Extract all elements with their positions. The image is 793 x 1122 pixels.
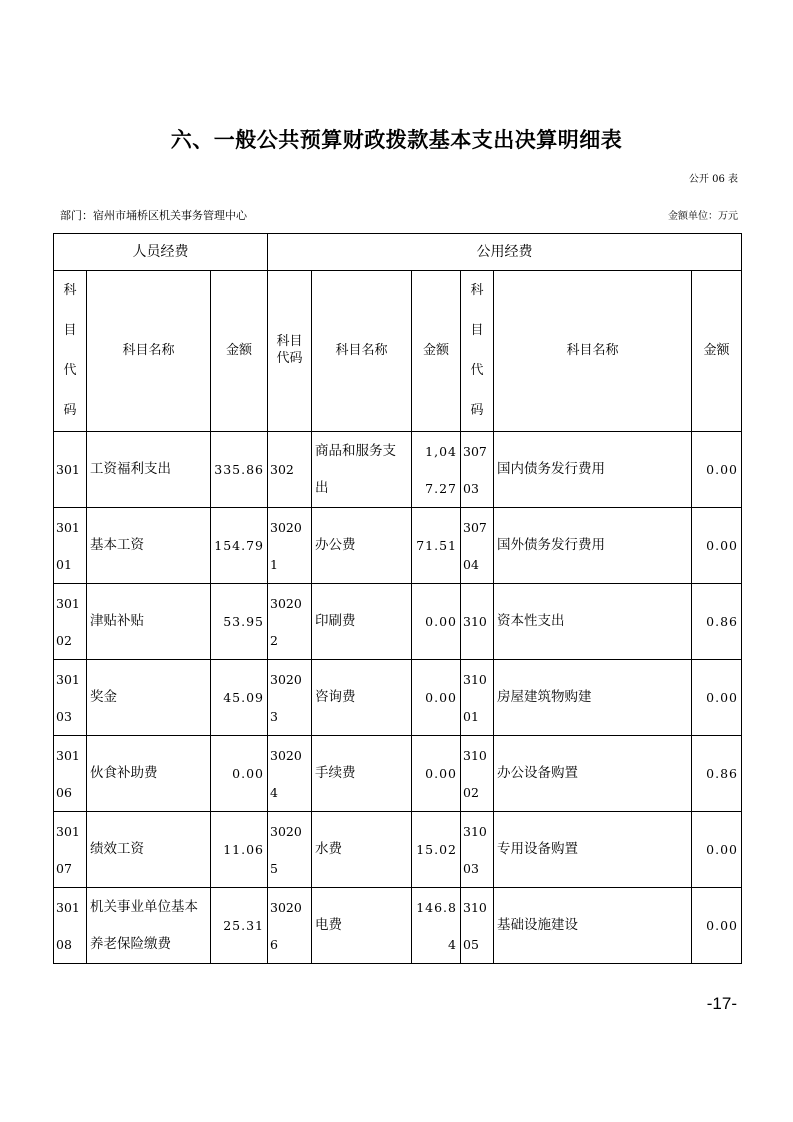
unit-label: 金额单位：万元 (668, 211, 738, 222)
public-amount-cell: 15.02 (412, 812, 461, 888)
personnel-amount-cell: 0.00 (211, 736, 268, 812)
table-row (54, 508, 742, 584)
capital-amount-cell: 0.86 (692, 736, 742, 812)
personnel-amount-cell: 25.31 (211, 888, 268, 964)
code-header-text: 科目代码 (470, 283, 484, 418)
table-row (54, 432, 742, 508)
table-row (54, 736, 742, 812)
capital-amount-cell: 0.00 (692, 888, 742, 964)
capital-name-cell: 基础设施建设 (494, 888, 692, 964)
code-header-text: 科目代码 (63, 283, 77, 418)
personnel-code-cell: 30108 (54, 888, 87, 964)
public-code-cell: 30203 (268, 660, 312, 736)
code-header (54, 271, 87, 432)
table-row (54, 660, 742, 736)
public-code-cell: 30201 (268, 508, 312, 584)
name-header: 科目名称 (87, 271, 211, 432)
public-name-cell: 印刷费 (312, 584, 412, 660)
public-amount-cell: 0.00 (412, 584, 461, 660)
personnel-name-cell: 机关事业单位基本养老保险缴费 (87, 888, 211, 964)
personnel-amount-cell: 335.86 (211, 432, 268, 508)
capital-amount-cell: 0.00 (692, 508, 742, 584)
code-header (461, 271, 494, 432)
capital-code-cell: 31002 (461, 736, 494, 812)
public-name-cell: 手续费 (312, 736, 412, 812)
group-header-row (54, 234, 742, 271)
public-name-cell: 咨询费 (312, 660, 412, 736)
personnel-amount-cell: 45.09 (211, 660, 268, 736)
public-code-cell: 30205 (268, 812, 312, 888)
personnel-name-cell: 工资福利支出 (87, 432, 211, 508)
capital-name-cell: 办公设备购置 (494, 736, 692, 812)
personnel-code-cell: 30101 (54, 508, 87, 584)
capital-code-cell: 31001 (461, 660, 494, 736)
name-header: 科目名称 (494, 271, 692, 432)
personnel-name-cell: 绩效工资 (87, 812, 211, 888)
public-code-cell: 30206 (268, 888, 312, 964)
capital-name-cell: 资本性支出 (494, 584, 692, 660)
column-header-row (54, 271, 742, 432)
public-amount-cell: 1,047.27 (412, 432, 461, 508)
public-name-cell: 电费 (312, 888, 412, 964)
capital-code-cell: 310 (461, 584, 494, 660)
capital-amount-cell: 0.00 (692, 432, 742, 508)
personnel-code-cell: 30106 (54, 736, 87, 812)
expenditure-table (53, 233, 742, 964)
public-code-cell: 30204 (268, 736, 312, 812)
code-header (268, 271, 312, 432)
personnel-amount-cell: 11.06 (211, 812, 268, 888)
table-row (54, 584, 742, 660)
public-code-cell: 302 (268, 432, 312, 508)
capital-amount-cell: 0.86 (692, 584, 742, 660)
capital-name-cell: 房屋建筑物购建 (494, 660, 692, 736)
capital-amount-cell: 0.00 (692, 660, 742, 736)
name-header: 科目名称 (312, 271, 412, 432)
public-amount-cell: 71.51 (412, 508, 461, 584)
public-amount-cell: 146.84 (412, 888, 461, 964)
personnel-code-cell: 301 (54, 432, 87, 508)
capital-code-cell: 30704 (461, 508, 494, 584)
form-number: 公开 06 表 (688, 174, 738, 185)
capital-code-cell: 31003 (461, 812, 494, 888)
personnel-name-cell: 奖金 (87, 660, 211, 736)
department-label: 部门：宿州市埇桥区机关事务管理中心 (60, 209, 247, 222)
capital-name-cell: 国内债务发行费用 (494, 432, 692, 508)
table-row (54, 888, 742, 964)
personnel-amount-cell: 53.95 (211, 584, 268, 660)
public-amount-cell: 0.00 (412, 660, 461, 736)
page-title: 六、一般公共预算财政拨款基本支出决算明细表 (170, 128, 623, 152)
amount-header: 金额 (692, 271, 742, 432)
personnel-amount-cell: 154.79 (211, 508, 268, 584)
capital-amount-cell: 0.00 (692, 812, 742, 888)
table-row (54, 812, 742, 888)
capital-name-cell: 国外债务发行费用 (494, 508, 692, 584)
personnel-code-cell: 30102 (54, 584, 87, 660)
personnel-group-header: 人员经费 (54, 234, 268, 271)
public-code-cell: 30202 (268, 584, 312, 660)
capital-code-cell: 31005 (461, 888, 494, 964)
code-header-text: 科目代码 (276, 334, 303, 366)
page-number: -17- (706, 994, 737, 1013)
capital-name-cell: 专用设备购置 (494, 812, 692, 888)
personnel-name-cell: 津贴补贴 (87, 584, 211, 660)
personnel-name-cell: 伙食补助费 (87, 736, 211, 812)
public-name-cell: 水费 (312, 812, 412, 888)
personnel-name-cell: 基本工资 (87, 508, 211, 584)
amount-header: 金额 (412, 271, 461, 432)
public-amount-cell: 0.00 (412, 736, 461, 812)
public-group-header: 公用经费 (268, 234, 742, 271)
public-name-cell: 商品和服务支出 (312, 432, 412, 508)
amount-header: 金额 (211, 271, 268, 432)
capital-code-cell: 30703 (461, 432, 494, 508)
personnel-code-cell: 30103 (54, 660, 87, 736)
public-name-cell: 办公费 (312, 508, 412, 584)
personnel-code-cell: 30107 (54, 812, 87, 888)
